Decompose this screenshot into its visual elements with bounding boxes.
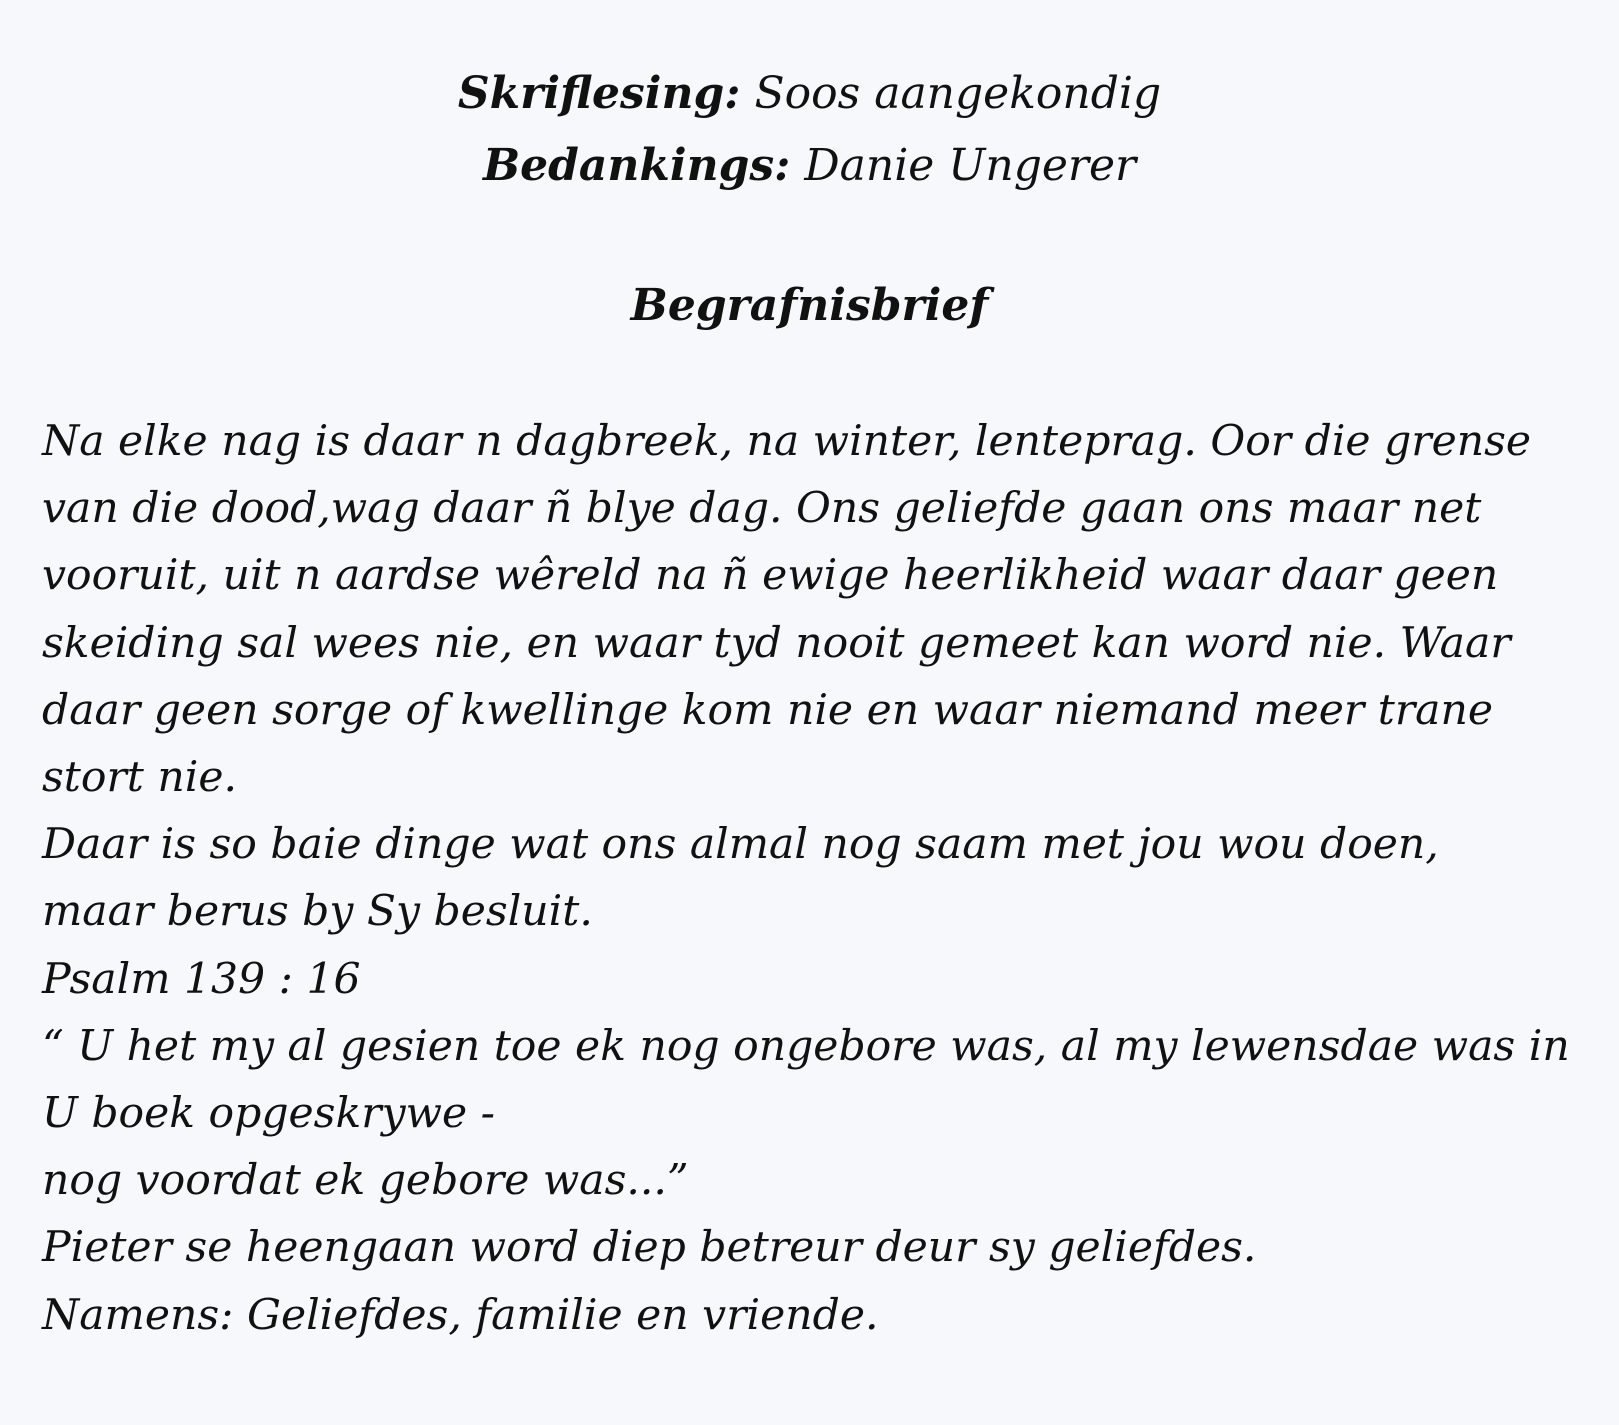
scripture-reading-line [0, 58, 1619, 130]
thanks-line [0, 130, 1619, 202]
body-line: Daar is so baie dinge wat ons almal nog saam met jou wou doen, [42, 820, 1439, 870]
psalm-quote-line: “ U het my al gesien toe ek nog ongebore was, al my lewensdae was in [42, 1021, 1570, 1071]
psalm-reference: Psalm 139 : 16 [42, 954, 361, 1004]
letter-body [42, 408, 1587, 1349]
scripture-reading-label: Skriflesing: [457, 68, 741, 119]
body-line: skeiding sal wees nie, en waar tyd nooit gemeet kan word nie. Waar [42, 618, 1511, 668]
psalm-quote-line: U boek opgeskrywe - [42, 1089, 495, 1139]
letter-heading: Begrafnisbrief [630, 280, 989, 331]
signature-line: Namens: Geliefdes, familie en vriende. [42, 1290, 879, 1340]
thanks-value: Danie Ungerer [790, 140, 1137, 191]
body-line: vooruit, uit n aardse wêreld na ñ ewige heerlikheid waar daar geen [42, 551, 1499, 601]
thanks-label: Bedankings: [482, 140, 791, 191]
body-line: maar berus by Sy besluit. [42, 887, 593, 937]
body-line: stort nie. [42, 753, 238, 803]
scripture-reading-value: Soos aangekondig [740, 68, 1162, 119]
body-line: daar geen sorge of kwellinge kom nie en waar niemand meer trane [42, 685, 1494, 735]
body-line: Pieter se heengaan word diep betreur deur sy geliefdes. [42, 1223, 1257, 1273]
body-line: van die dood,wag daar ñ blye dag. Ons geliefde gaan ons maar net [42, 484, 1482, 534]
service-details [0, 58, 1619, 202]
body-line: Na elke nag is daar n dagbreek, na winter, lenteprag. Oor die grense [42, 417, 1532, 466]
psalm-quote-line: nog voordat ek gebore was...” [42, 1156, 689, 1206]
